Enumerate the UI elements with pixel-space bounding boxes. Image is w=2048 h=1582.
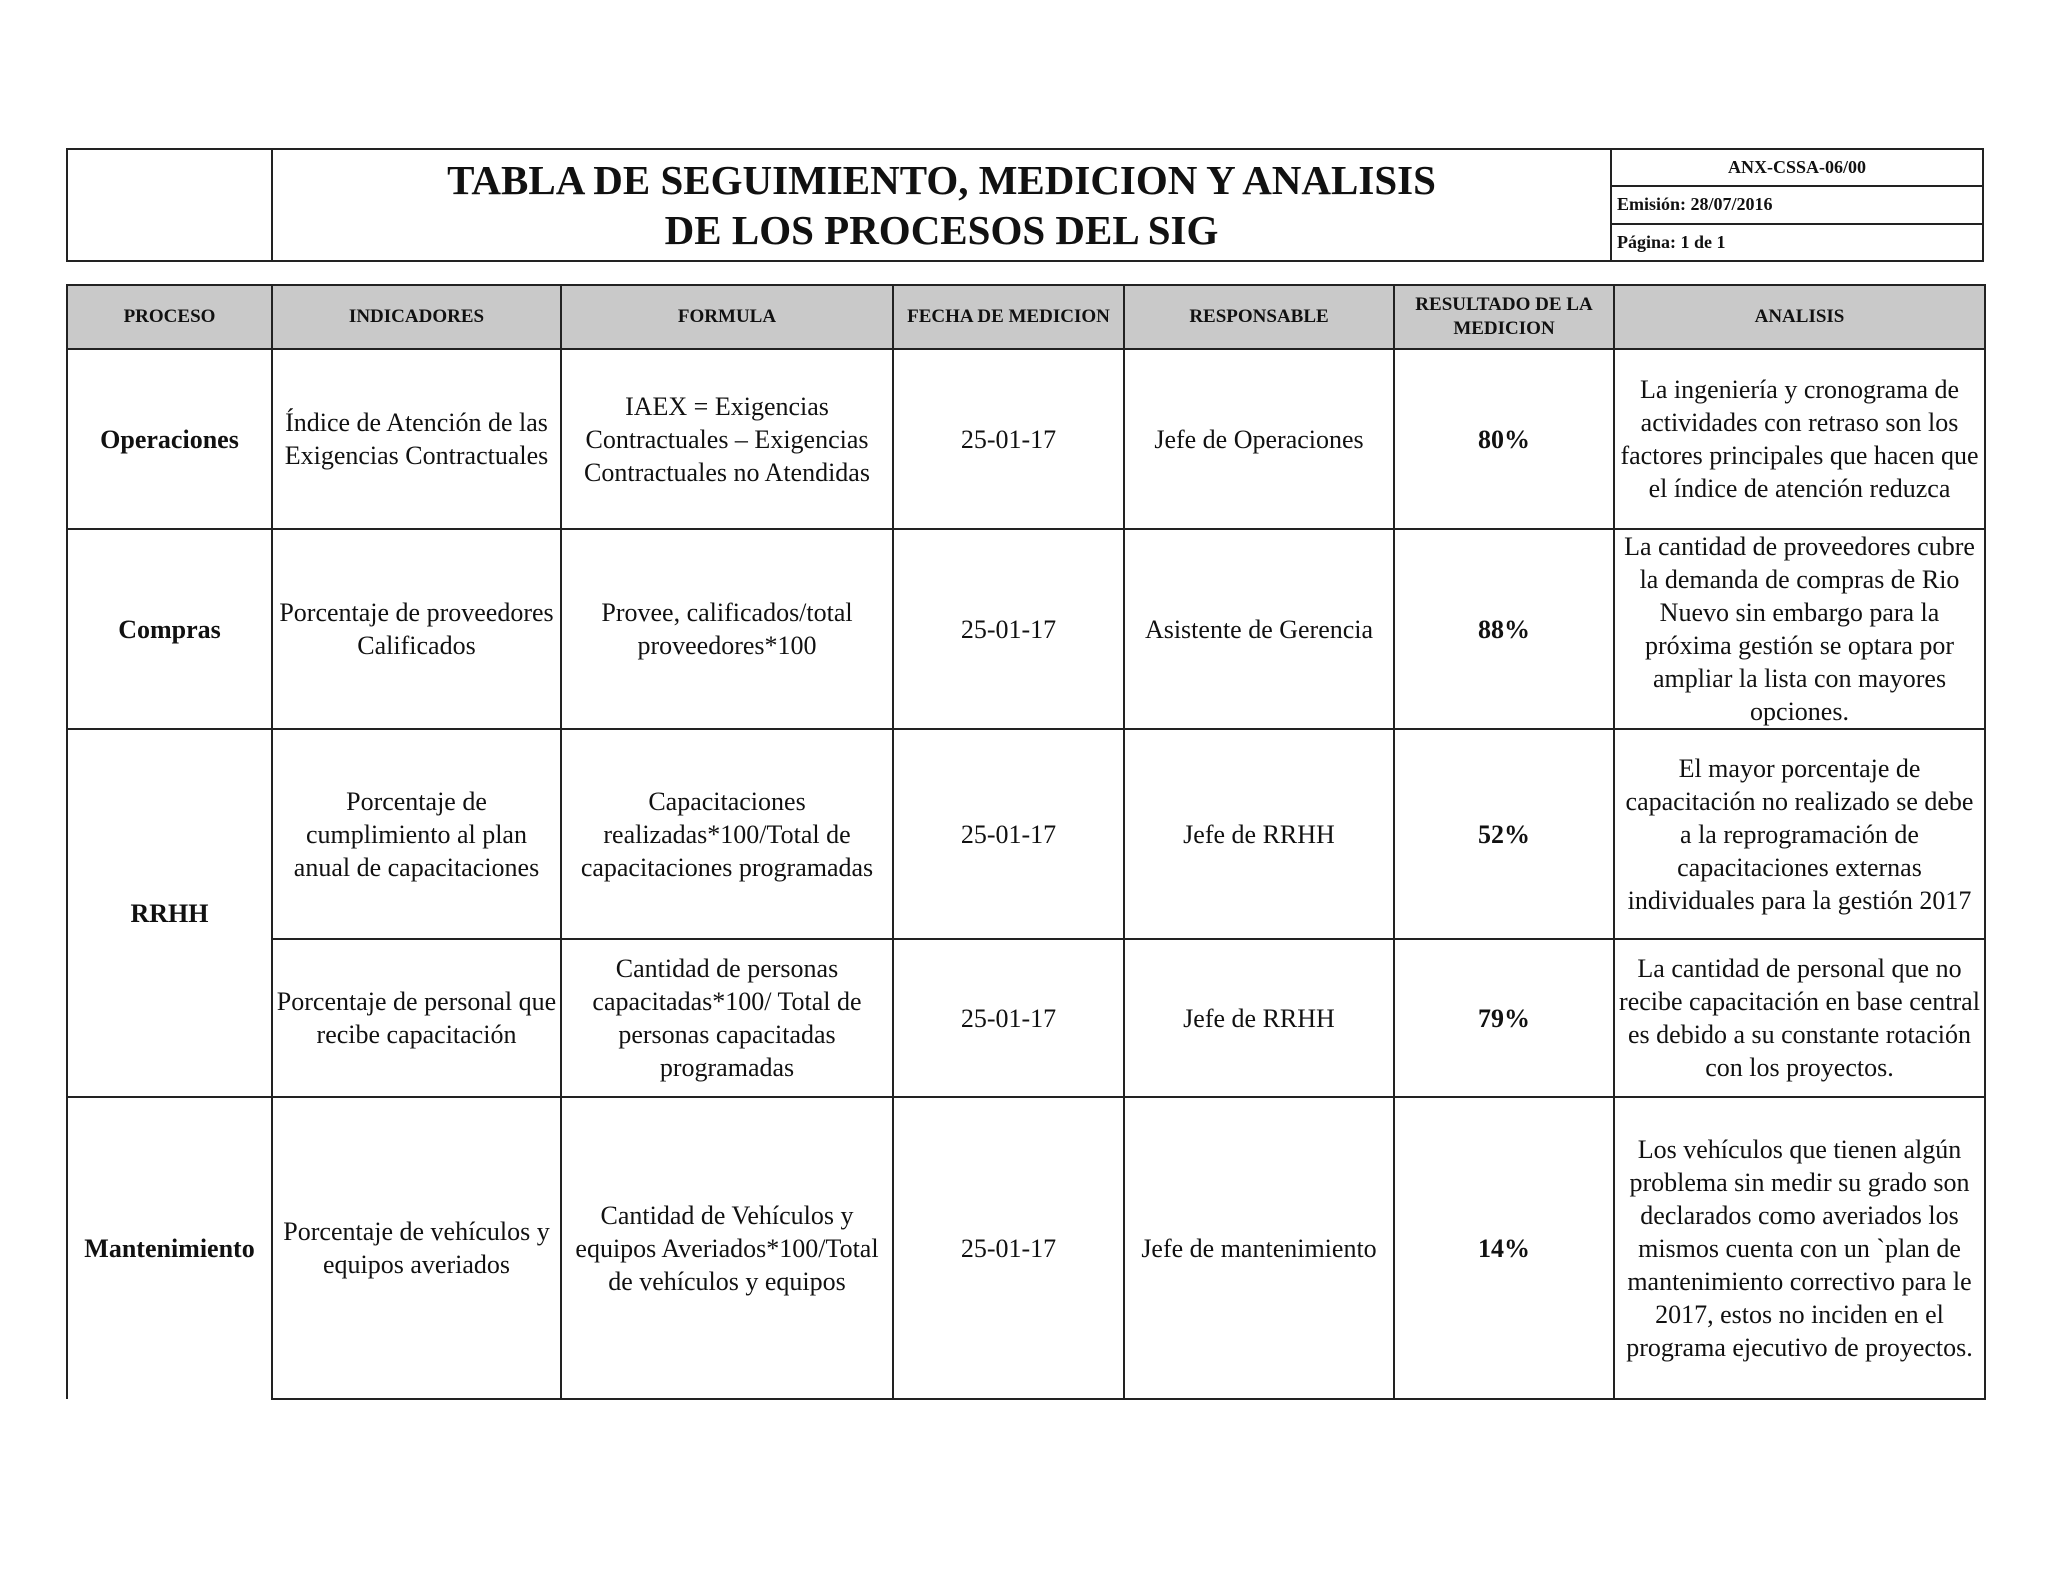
logo-placeholder bbox=[68, 150, 273, 260]
responsable-cell: Jefe de Operaciones bbox=[1124, 349, 1394, 529]
analisis-cell: Los vehículos que tienen algún problema sin medir su grado son declarados como averiados los mismos cuenta con un `plan de mantenimiento correctivo para le 2017, estos no inciden en el programa ejecutivo de proyectos. bbox=[1614, 1097, 1985, 1399]
indicador-cell: Índice de Atención de las Exigencias Contractuales bbox=[272, 349, 561, 529]
col-header-indicadores: INDICADORES bbox=[272, 285, 561, 349]
col-header-formula: FORMULA bbox=[561, 285, 893, 349]
table-row bbox=[67, 729, 1985, 939]
document-header bbox=[66, 148, 1984, 262]
tracking-table bbox=[66, 284, 1986, 1400]
indicador-cell: Porcentaje de cumplimiento al plan anual de capacitaciones bbox=[272, 729, 561, 939]
document-meta bbox=[1610, 150, 1982, 260]
analisis-cell: La cantidad de proveedores cubre la demanda de compras de Rio Nuevo sin embargo para la próxima gestión se optara por ampliar la lista con mayores opciones. bbox=[1614, 529, 1985, 729]
formula-cell: Capacitaciones realizadas*100/Total de capacitaciones programadas bbox=[561, 729, 893, 939]
col-header-resultado: RESULTADO DE LA MEDICION bbox=[1394, 285, 1614, 349]
col-header-proceso: PROCESO bbox=[67, 285, 272, 349]
responsable-cell: Jefe de RRHH bbox=[1124, 729, 1394, 939]
indicador-cell: Porcentaje de personal que recibe capacitación bbox=[272, 939, 561, 1097]
proceso-cell: RRHH bbox=[67, 729, 272, 1097]
resultado-cell: 52% bbox=[1394, 729, 1614, 939]
responsable-cell: Jefe de RRHH bbox=[1124, 939, 1394, 1097]
resultado-cell: 79% bbox=[1394, 939, 1614, 1097]
responsable-cell: Jefe de mantenimiento bbox=[1124, 1097, 1394, 1399]
fecha-cell: 25-01-17 bbox=[893, 939, 1124, 1097]
responsable-cell: Asistente de Gerencia bbox=[1124, 529, 1394, 729]
fecha-cell: 25-01-17 bbox=[893, 349, 1124, 529]
indicador-cell: Porcentaje de proveedores Calificados bbox=[272, 529, 561, 729]
formula-cell: Cantidad de personas capacitadas*100/ Total de personas capacitadas programadas bbox=[561, 939, 893, 1097]
col-header-responsable: RESPONSABLE bbox=[1124, 285, 1394, 349]
formula-cell: Cantidad de Vehículos y equipos Averiados*100/Total de vehículos y equipos bbox=[561, 1097, 893, 1399]
table-row bbox=[67, 1097, 1985, 1399]
table-row bbox=[67, 529, 1985, 729]
proceso-cell: Mantenimiento bbox=[67, 1097, 272, 1399]
col-header-fecha: FECHA DE MEDICION bbox=[893, 285, 1124, 349]
formula-cell: IAEX = Exigencias Contractuales – Exigencias Contractuales no Atendidas bbox=[561, 349, 893, 529]
analisis-cell: La cantidad de personal que no recibe capacitación en base central es debido a su constante rotación con los proyectos. bbox=[1614, 939, 1985, 1097]
table-row bbox=[67, 349, 1985, 529]
indicador-cell: Porcentaje de vehículos y equipos averiados bbox=[272, 1097, 561, 1399]
title-line-1: TABLA DE SEGUIMIENTO, MEDICION Y ANALISIS bbox=[447, 157, 1436, 203]
fecha-cell: 25-01-17 bbox=[893, 529, 1124, 729]
proceso-cell: Compras bbox=[67, 529, 272, 729]
emission-date: Emisión: 28/07/2016 bbox=[1612, 185, 1982, 222]
analisis-cell: El mayor porcentaje de capacitación no realizado se debe a la reprogramación de capacitaciones externas individuales para la gestión 2017 bbox=[1614, 729, 1985, 939]
page-number: Página: 1 de 1 bbox=[1612, 223, 1982, 260]
analisis-cell: La ingeniería y cronograma de actividades con retraso son los factores principales que hacen que el índice de atención reduzca bbox=[1614, 349, 1985, 529]
formula-cell: Provee, calificados/total proveedores*100 bbox=[561, 529, 893, 729]
fecha-cell: 25-01-17 bbox=[893, 1097, 1124, 1399]
title-line-2: DE LOS PROCESOS DEL SIG bbox=[664, 207, 1219, 253]
resultado-cell: 80% bbox=[1394, 349, 1614, 529]
resultado-cell: 14% bbox=[1394, 1097, 1614, 1399]
table-row bbox=[67, 939, 1985, 1097]
document-code: ANX-CSSA-06/00 bbox=[1727, 157, 1866, 178]
table-header-row bbox=[67, 285, 1985, 349]
proceso-cell: Operaciones bbox=[67, 349, 272, 529]
resultado-cell: 88% bbox=[1394, 529, 1614, 729]
document-title bbox=[273, 150, 1610, 260]
fecha-cell: 25-01-17 bbox=[893, 729, 1124, 939]
col-header-analisis: ANALISIS bbox=[1614, 285, 1985, 349]
